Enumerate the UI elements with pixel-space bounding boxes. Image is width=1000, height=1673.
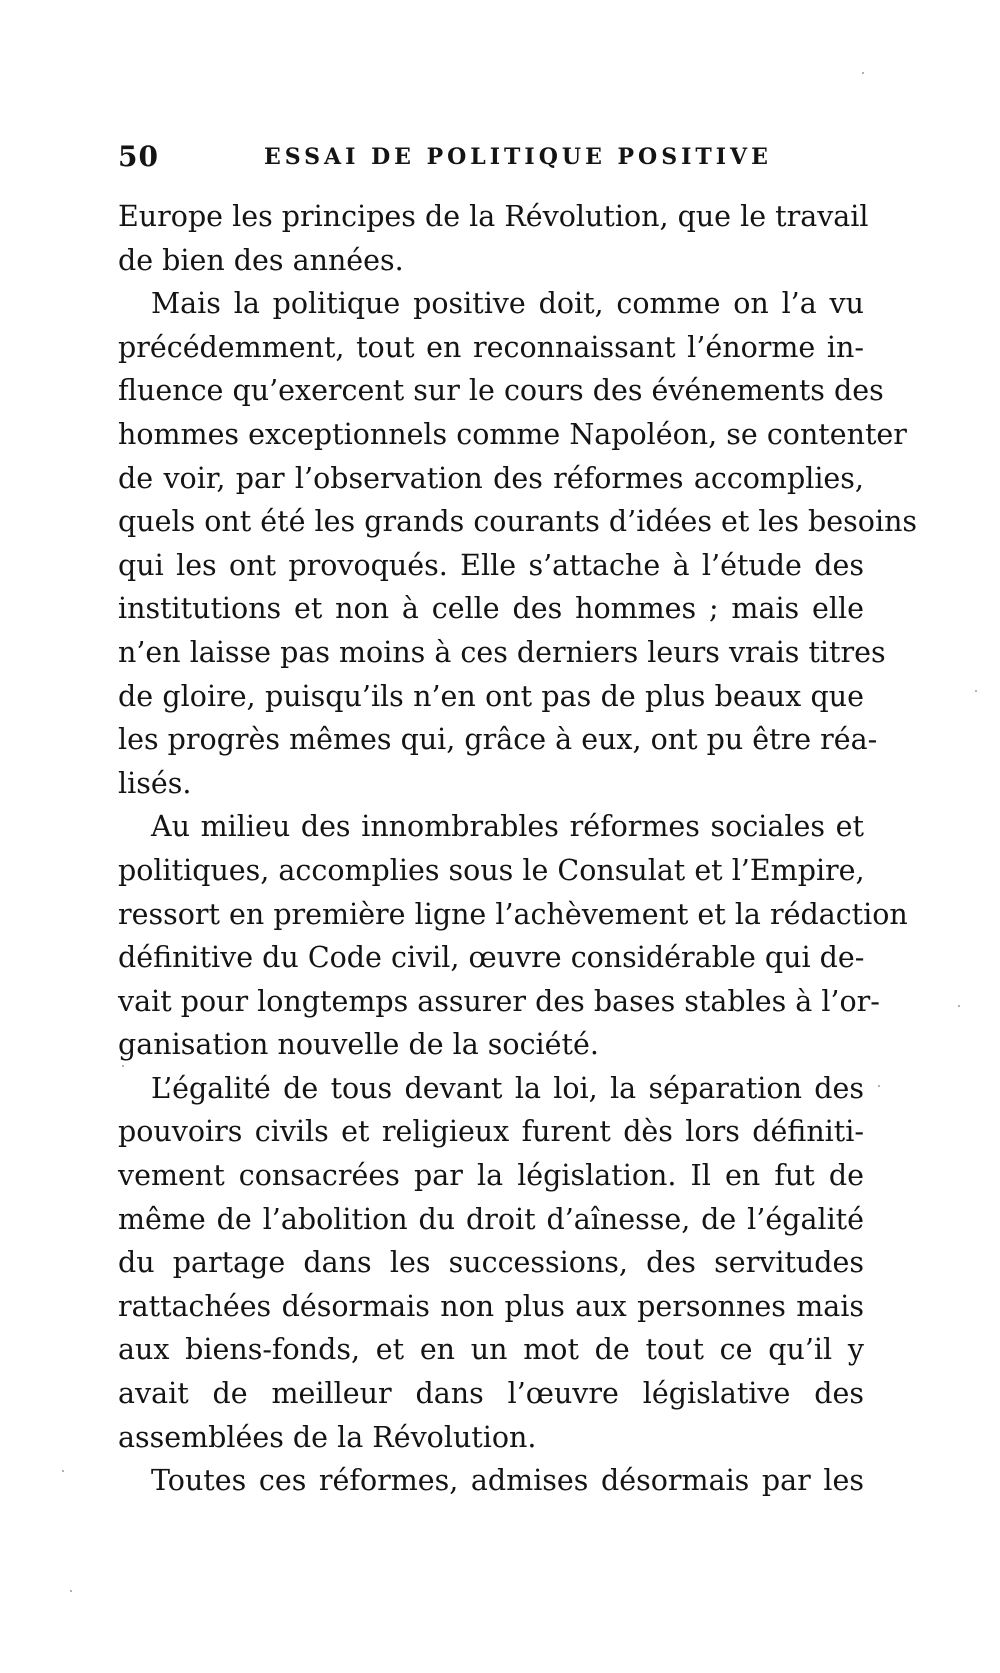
paper-speck [975, 690, 977, 692]
text-line: de gloire, puisqu’ils n’en ont pas de plus beaux que [118, 679, 864, 713]
text-line: rattachées désormais non plus aux personnes mais [118, 1289, 864, 1323]
text-line: ressort en première ligne l’achèvement et la rédaction [118, 897, 908, 931]
text-line: assemblées de la Révolution. [118, 1420, 537, 1454]
text-line: hommes exceptionnels comme Napoléon, se contenter [118, 417, 907, 451]
text-line: aux biens-fonds, et en un mot de tout ce qu’il y [118, 1333, 864, 1367]
text-line: Europe les principes de la Révolution, que le travail [118, 200, 869, 233]
text-line: définitive du Code civil, œuvre considérable qui de- [118, 941, 865, 975]
text-line: précédemment, tout en reconnaissant l’énorme in- [118, 330, 864, 364]
paragraph-start-line: L’égalité de tous devant la loi, la séparation des [151, 1071, 864, 1105]
text-line: les progrès mêmes qui, grâce à eux, ont pu être réa- [118, 723, 878, 757]
body-text [118, 195, 918, 1503]
text-line: avait de meilleur dans l’œuvre législative des [118, 1377, 864, 1411]
text-line: pouvoirs civils et religieux furent dès lors définiti- [118, 1115, 864, 1149]
text-line: lisés. [118, 766, 192, 800]
text-line: de bien des années. [118, 243, 404, 277]
page-number: 50 [118, 140, 159, 173]
page-header [118, 140, 873, 180]
running-title: ESSAI DE POLITIQUE POSITIVE [264, 144, 772, 170]
paper-speck [878, 1085, 880, 1087]
text-line: politiques, accomplies sous le Consulat et l’Empire, [118, 853, 865, 887]
text-line: quels ont été les grands courants d’idées et les besoins [118, 505, 918, 539]
text-line: fluence qu’exercent sur le cours des événements des [118, 374, 884, 408]
paper-speck [70, 1590, 72, 1592]
text-line: même de l’abolition du droit d’aînesse, de l’égalité [118, 1202, 864, 1236]
paper-speck [862, 72, 864, 74]
paper-speck [958, 1005, 960, 1007]
paragraph-start-line: Toutes ces réformes, admises désormais par les [151, 1464, 864, 1498]
paper-speck [122, 1065, 124, 1067]
text-line: n’en laisse pas moins à ces derniers leurs vrais titres [118, 635, 886, 669]
text-line: institutions et non à celle des hommes ; mais elle [118, 592, 864, 626]
text-line: de voir, par l’observation des réformes accomplies, [118, 461, 864, 495]
text-line: vait pour longtemps assurer des bases stables à l’or- [118, 984, 880, 1018]
text-line: vement consacrées par la législation. Il en fut de [118, 1159, 864, 1193]
text-line: ganisation nouvelle de la société. [118, 1028, 599, 1062]
paragraph-start-line: Mais la politique positive doit, comme on l’a vu [151, 287, 864, 321]
paragraph-start-line: Au milieu des innombrables réformes sociales et [151, 810, 864, 844]
text-line: du partage dans les successions, des servitudes [118, 1246, 864, 1280]
paper-speck [62, 1470, 64, 1472]
text-line: qui les ont provoqués. Elle s’attache à l’étude des [118, 548, 864, 582]
